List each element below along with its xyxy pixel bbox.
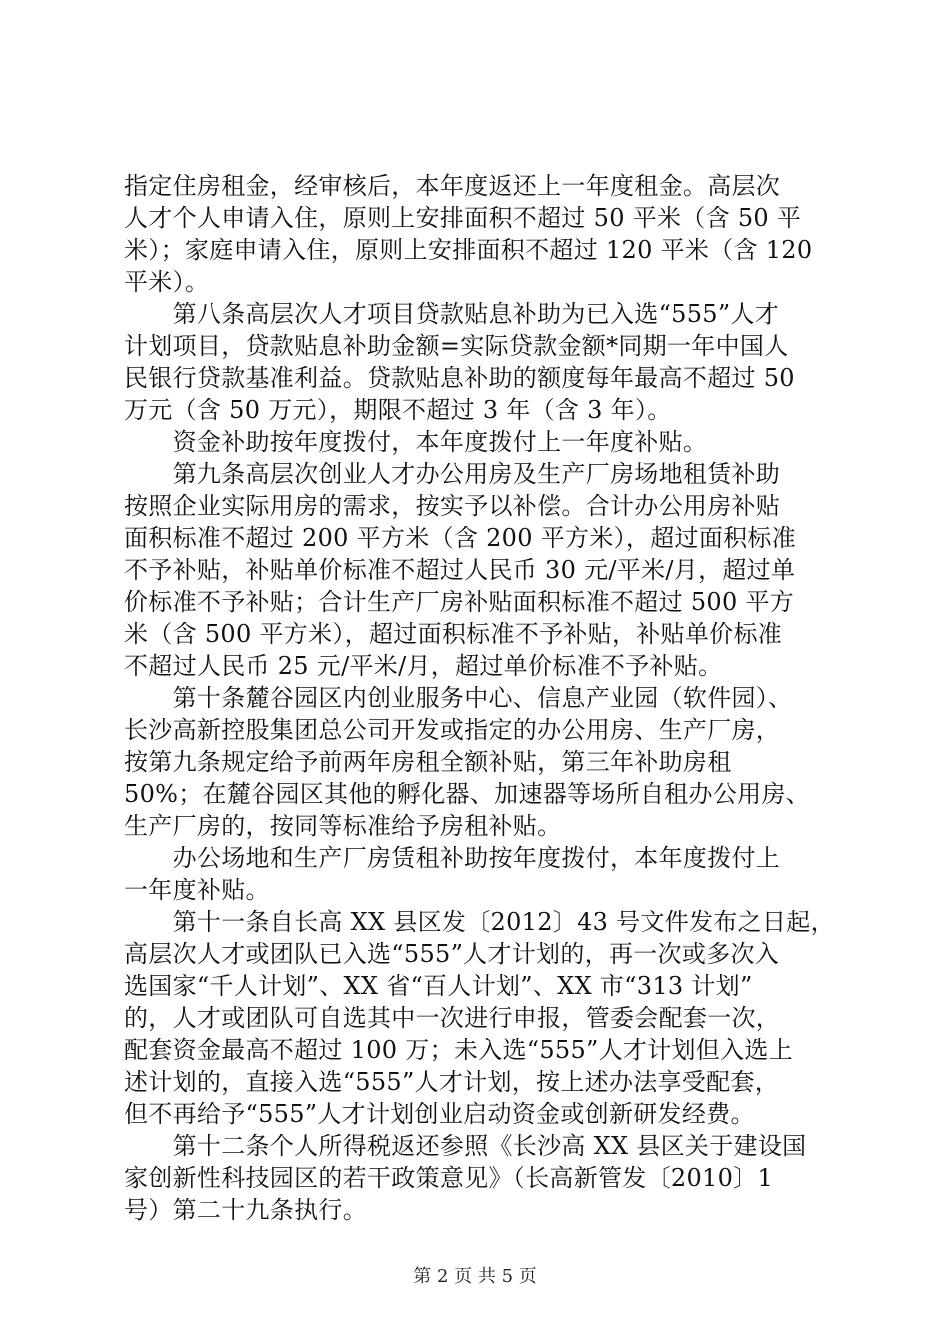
- text-line: 计划项目，贷款贴息补助金额=实际贷款金额*同期一年中国人: [124, 332, 789, 360]
- text-line: 但不再给予“555”人才计划创业启动资金或创新研发经费。: [124, 1100, 755, 1128]
- text-line: 平米）。: [124, 268, 210, 296]
- page-number-footer: 第 2 页 共 5 页: [413, 1266, 537, 1287]
- text-line: 资金补助按年度拨付，本年度拨付上一年度补贴。: [124, 428, 708, 456]
- text-line: 号）第二十九条执行。: [124, 1196, 367, 1224]
- text-line: 第八条高层次人才项目贷款贴息补助为已入选“555”人才: [124, 300, 780, 328]
- text-line: 生产厂房的，按同等标准给予房租补贴。: [124, 812, 562, 840]
- text-line: 第十一条自长高 XX 县区发〔2012〕43 号文件发布之日起，: [124, 908, 835, 936]
- text-line: 选国家“千人计划”、XX 省“百人计划”、XX 市“313 计划”: [124, 972, 753, 1000]
- text-line: 指定住房租金，经审核后，本年度返还上一年度租金。高层次: [124, 172, 781, 200]
- text-line: 第十条麓谷园区内创业服务中心、信息产业园（软件园）、: [124, 684, 793, 712]
- text-line: 办公场地和生产厂房赁租补助按年度拨付，本年度拨付上: [124, 844, 781, 872]
- text-line: 配套资金最高不超过 100 万；未入选“555”人才计划但入选上: [124, 1036, 794, 1064]
- text-line: 人才个人申请入住，原则上安排面积不超过 50 平米（含 50 平: [124, 204, 802, 232]
- text-line: 第九条高层次创业人才办公用房及生产厂房场地租赁补助: [124, 460, 781, 488]
- text-line: 不予补贴，补贴单价标准不超过人民币 30 元/平米/月，超过单: [124, 556, 796, 584]
- text-line: 的，人才或团队可自选其中一次进行申报，管委会配套一次，: [124, 1004, 781, 1032]
- text-line: 按第九条规定给予前两年房租全额补贴，第三年补助房租: [124, 748, 732, 776]
- text-line: 米）；家庭申请入住，原则上安排面积不超过 120 平米（含 120: [124, 236, 813, 264]
- text-line: 米（含 500 平方米），超过面积标准不予补贴，补贴单价标准: [124, 620, 783, 648]
- text-line: 一年度补贴。: [124, 876, 270, 904]
- text-line: 家创新性科技园区的若干政策意见》（长高新管发〔2010〕1: [124, 1164, 774, 1192]
- text-line: 按照企业实际用房的需求，按实予以补偿。合计办公用房补贴: [124, 492, 781, 520]
- text-line: 不超过人民币 25 元/平米/月，超过单价标准不予补贴。: [124, 652, 723, 680]
- text-line: 民银行贷款基准利益。贷款贴息补助的额度每年最高不超过 50: [124, 364, 795, 392]
- text-line: 万元（含 50 万元），期限不超过 3 年（含 3 年）。: [124, 396, 672, 424]
- body-text: [124, 170, 836, 1226]
- text-line: 价标准不予补贴；合计生产厂房补贴面积标准不超过 500 平方: [124, 588, 795, 616]
- text-line: 长沙高新控股集团总公司开发或指定的办公用房、生产厂房，: [124, 716, 781, 744]
- text-line: 第十二条个人所得税返还参照《长沙高 XX 县区关于建设国: [124, 1132, 807, 1160]
- text-line: 面积标准不超过 200 平方米（含 200 平方米），超过面积标准: [124, 524, 797, 552]
- text-line: 50%；在麓谷园区其他的孵化器、加速器等场所自租办公用房、: [124, 780, 811, 808]
- text-line: 述计划的，直接入选“555”人才计划，按上述办法享受配套，: [124, 1068, 780, 1096]
- text-line: 高层次人才或团队已入选“555”人才计划的，再一次或多次入: [124, 940, 780, 968]
